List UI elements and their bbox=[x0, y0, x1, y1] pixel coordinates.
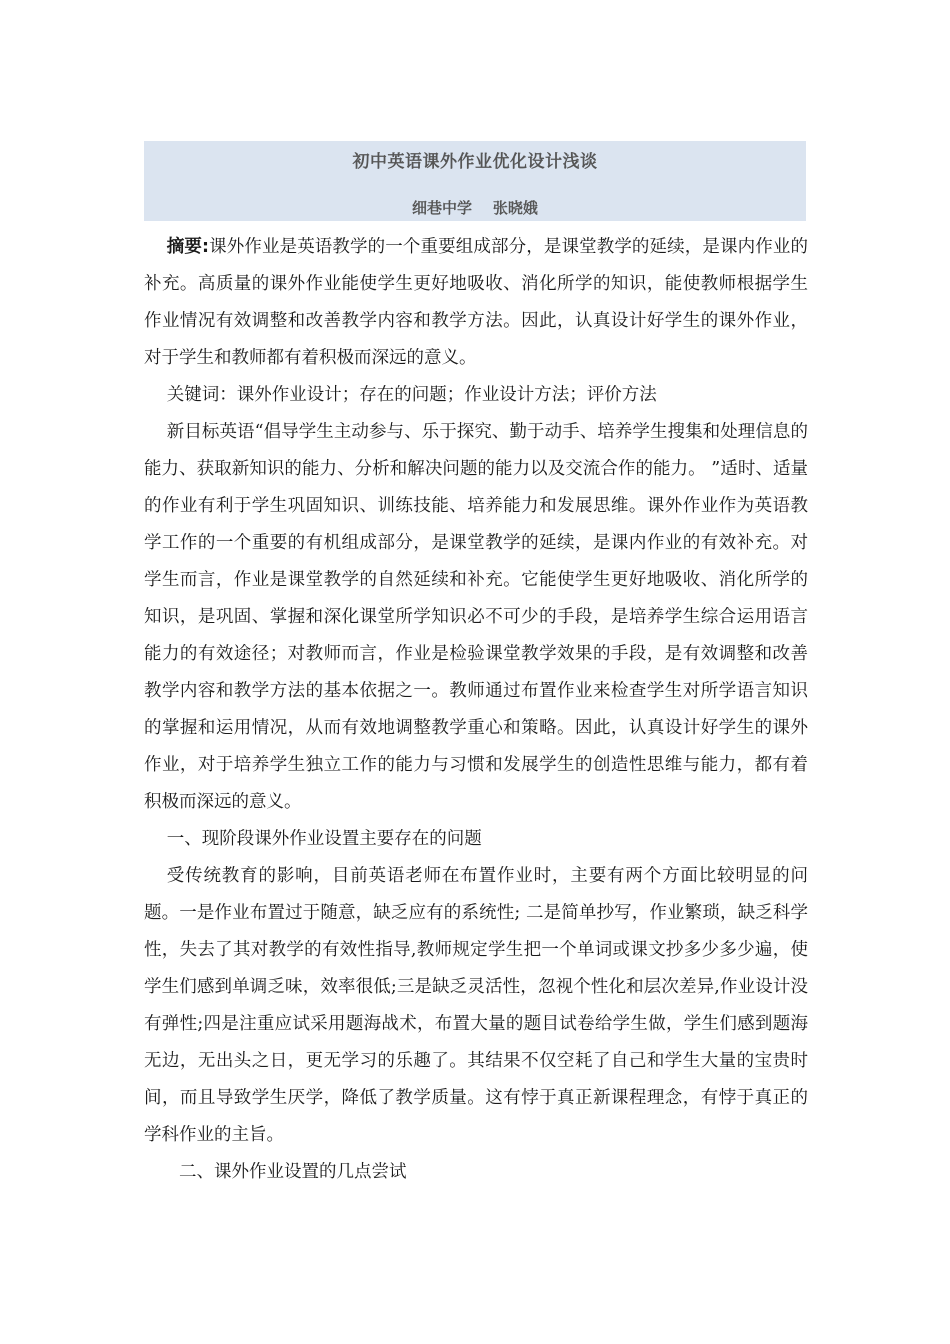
abstract-text: 课外作业是英语教学的一个重要组成部分，是课堂教学的延续，是课内作业的补充。高质量的课外作业能使学生更好地吸收、消化所学的知识，能使教师根据学生作业情况有效调整和改善教学内容和教学方法。因此，认真设计好学生的课外作业，对于学生和教师都有着积极而深远的意义。 bbox=[144, 237, 808, 368]
keywords-paragraph bbox=[144, 377, 808, 414]
section1-paragraph: 受传统教育的影响，目前英语老师在布置作业时，主要有两个方面比较明显的问题。一是作业布置过于随意，缺乏应有的系统性; 二是简单抄写，作业繁琐，缺乏科学性，失去了其对教学的有效性指导,教师规定学生把一个单词或课文抄多少多少遍，使学生们感到单调乏味，效率很低;三是缺乏灵活性，忽视个性化和层次差异,作业设计没有弹性;四是注重应试采用题海战术，布置大量的题目试卷给学生做，学生们感到题海无边，无出头之日，更无学习的乐趣了。其结果不仅空耗了自己和学生大量的宝贵时间，而且导致学生厌学，降低了教学质量。这有悖于真正新课程理念，有悖于真正的学科作业的主旨。 bbox=[144, 866, 808, 1145]
intro-paragraph: 新目标英语“倡导学生主动参与、乐于探究、勤于动手、培养学生搜集和处理信息的能力、获取新知识的能力、分析和解决问题的能力以及交流合作的能力。 ”适时、适量的作业有利于学生巩固知识、训练技能、培养能力和发展思维。课外作业作为英语教学工作的一个重要的有机组成部分，是课堂教学的延续，是课内作业的有效补充。对学生而言，作业是课堂教学的自然延续和补充。它能使学生更好地吸收、消化所学的知识，是巩固、掌握和深化课堂所学知识必不可少的手段，是培养学生综合运用语言能力的有效途径；对教师而言，作业是检验课堂教学效果的手段，是有效调整和改善教学内容和教学方法的基本依据之一。教师通过布置作业来检查学生对所学语言知识的掌握和运用情况，从而有效地调整教学重心和策略。因此，认真设计好学生的课外作业，对于培养学生独立工作的能力与习惯和发展学生的创造性思维与能力，都有着积极而深远的意义。 bbox=[144, 422, 808, 812]
document-body bbox=[144, 229, 808, 1191]
title-block bbox=[144, 141, 806, 221]
abstract-paragraph bbox=[144, 229, 808, 377]
author-line: 细巷中学 张晓娥 bbox=[412, 199, 538, 217]
abstract-label: 摘要: bbox=[166, 237, 209, 257]
section1-heading: 一、现阶段课外作业设置主要存在的问题 bbox=[166, 829, 482, 849]
section2-heading: 二、课外作业设置的几点尝试 bbox=[179, 1162, 407, 1182]
keywords-label: 关键词： bbox=[166, 385, 237, 405]
keywords-text: 课外作业设计；存在的问题；作业设计方法；评价方法 bbox=[236, 385, 657, 405]
document-title: 初中英语课外作业优化设计浅谈 bbox=[352, 152, 598, 172]
